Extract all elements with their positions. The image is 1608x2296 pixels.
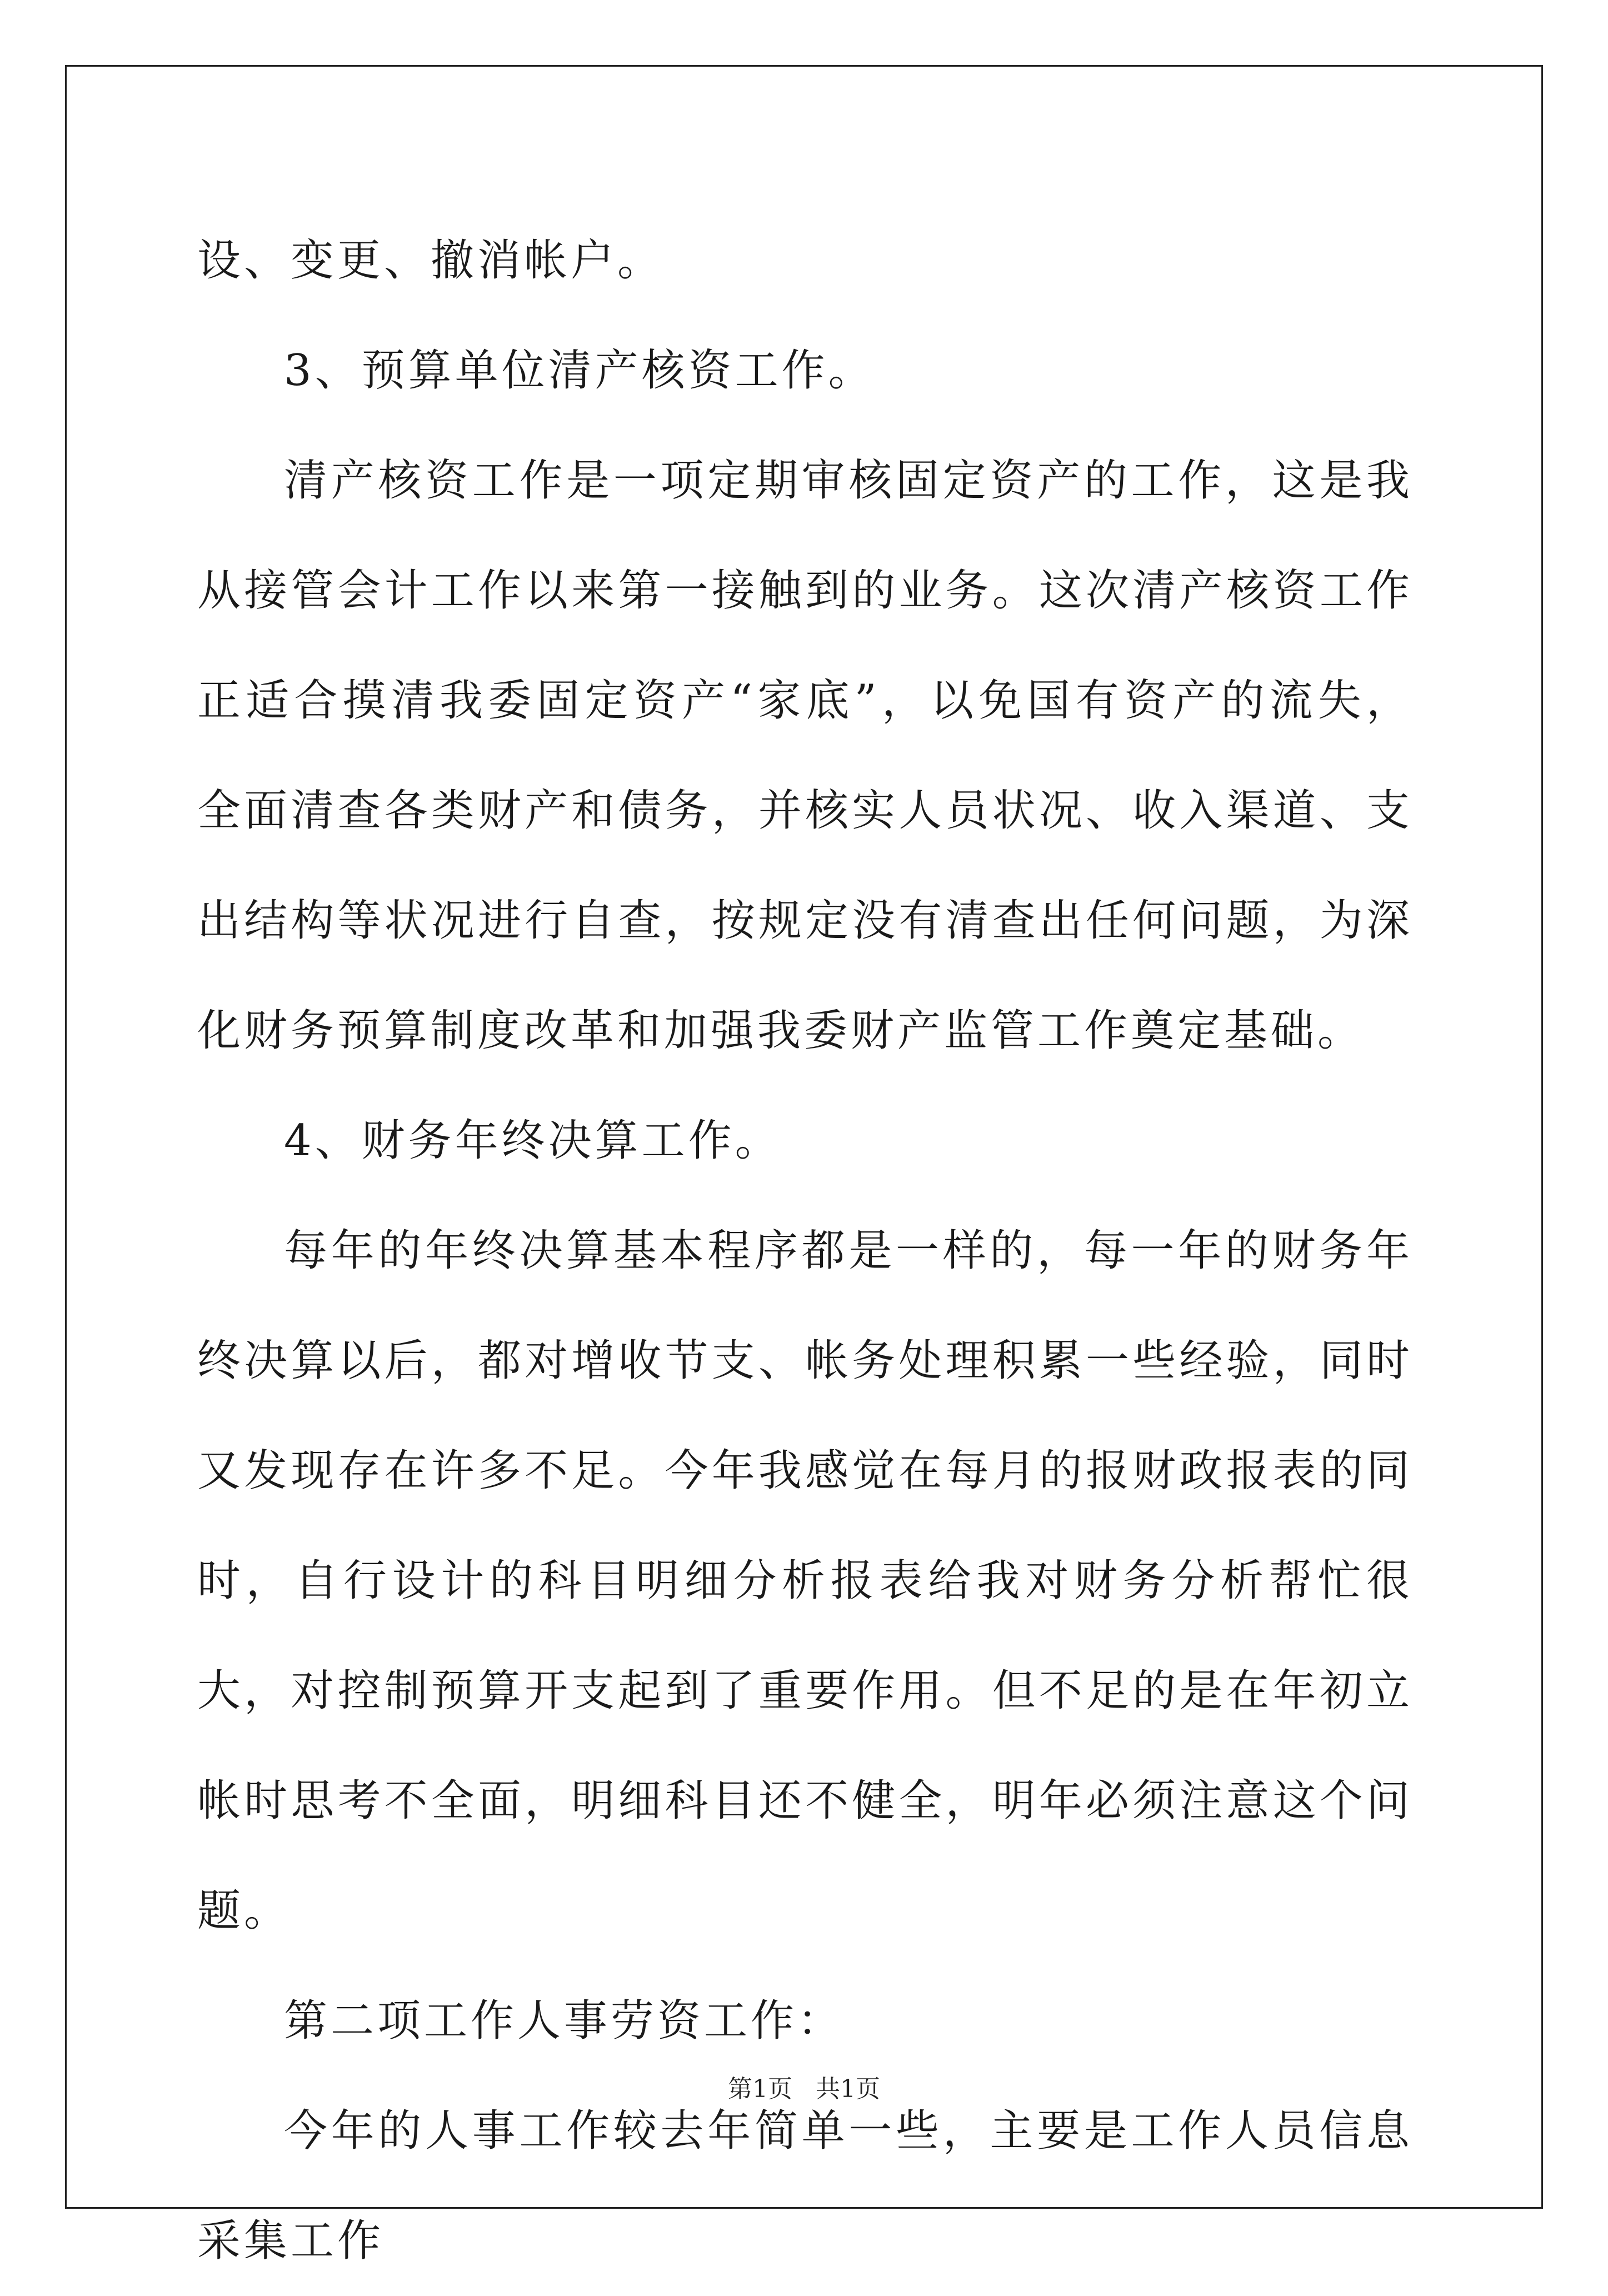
page-total: 共1页	[815, 2075, 880, 2103]
paragraph-1: 设、变更、撤消帐户。	[197, 236, 665, 286]
paragraph-4: 4、财务年终决算工作。	[284, 1116, 782, 1166]
paragraph-5: 每年的年终决算基本程序都是一样的，每一年的财务年终决算以后，都对增收节支、帐务处理积累一些经验，同时又发现存在许多不足。今年我感觉在每月的报财政报表的同时，自行设计的科目明细分析报表给我对财务分析帮忙很大，对控制预算开支起到了重要作用。但不足的是在年初立帐时思考不全面，明细科目还不健全，明年必须注意这个问题。	[197, 1226, 1413, 1936]
paragraph-6: 第二项工作人事劳资工作：	[284, 1996, 845, 2046]
document-body	[197, 206, 1413, 2296]
paragraph-7: 今年的人事工作较去年简单一些，主要是工作人员信息采集工作	[197, 2106, 1413, 2266]
paragraph-3: 清产核资工作是一项定期审核固定资产的工作，这是我从接管会计工作以来第一接触到的业务。这次清产核资工作正适合摸清我委固定资产“家底”，以免国有资产的流失，全面清查各类财产和债务，并核实人员状况、收入渠道、支出结构等状况进行自查，按规定没有清查出任何问题，为深化财务预算制度改革和加强我委财产监管工作奠定基础。	[197, 456, 1413, 1056]
paragraph-2: 3、预算单位清产核资工作。	[284, 346, 875, 396]
page-number: 第1页	[728, 2075, 793, 2103]
page-footer	[0, 2073, 1608, 2106]
